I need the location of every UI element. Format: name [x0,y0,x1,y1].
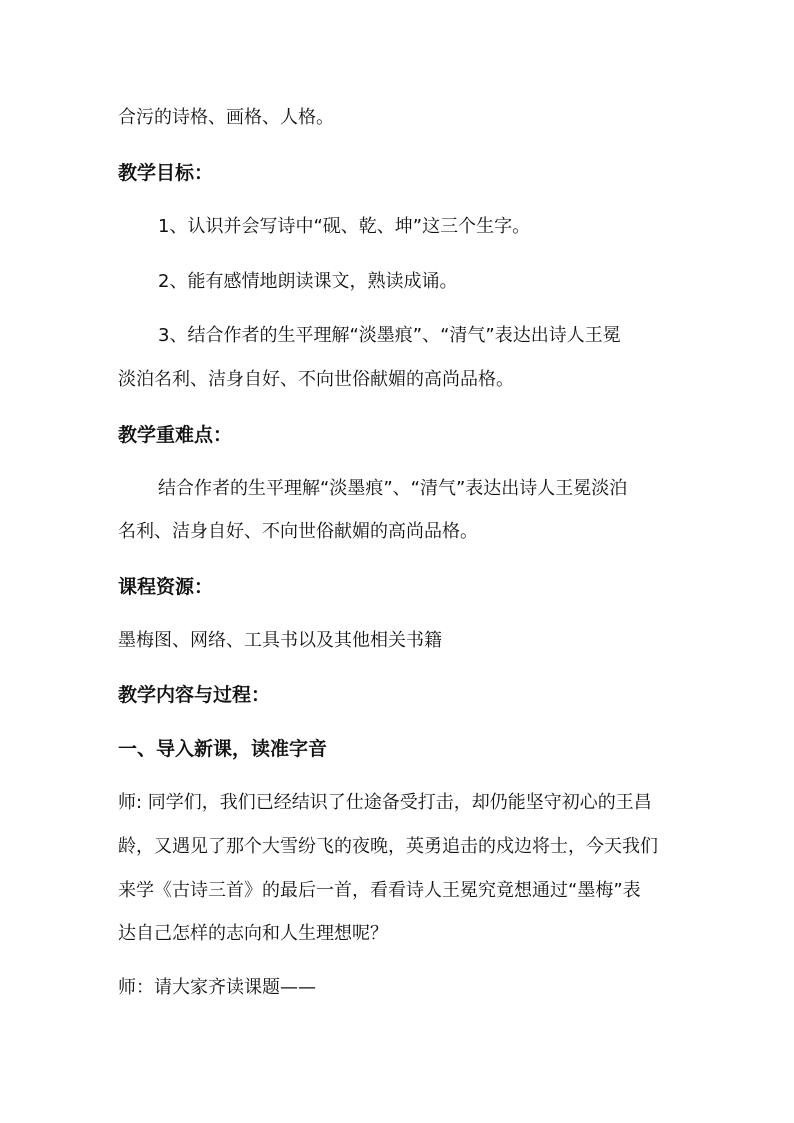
key-points-line-1: 结合作者的生平理解“淡墨痕”、“清气”表达出诗人王冕淡泊 [158,478,628,499]
key-points-line-2: 名利、洁身自好、不向世俗献媚的高尚品格。 [118,521,478,542]
objective-item-3-line-2: 淡泊名利、洁身自好、不向世俗献媚的高尚品格。 [118,369,514,390]
process-heading: 教学内容与过程： [118,684,271,706]
objective-item-3-line-1: 3、结合作者的生平理解“淡墨痕”、“清气”表达出诗人王冕 [158,325,621,346]
resources-heading: 课程资源： [118,576,214,598]
teacher-para-line-1: 师: 同学们，我们已经结识了仕途备受打击，却仍能坚守初心的王昌 [118,792,652,813]
objectives-heading: 教学目标： [118,162,214,184]
teacher-para-line-2: 龄，又遇见了那个大雪纷飞的夜晚，英勇追击的戍边将士，今天我们 [118,836,658,857]
key-points-heading: 教学重难点： [118,424,233,446]
teacher-prompt: 师：请大家齐读课题—— [118,977,316,998]
objective-item-2: 2、能有感情地朗读课文，熟读成诵。 [158,271,458,292]
resources-text: 墨梅图、网络、工具书以及其他相关书籍 [118,630,442,651]
intro-tail-text: 合污的诗格、画格、人格。 [118,107,334,128]
section-1-heading: 一、导入新课，读准字音 [118,738,328,760]
objective-item-1: 1、认识并会写诗中“砚、乾、坤”这三个生字。 [158,216,531,237]
teacher-para-line-3: 来学《古诗三首》的最后一首，看看诗人王冕究竟想通过“墨梅”表 [118,880,641,901]
teacher-para-line-4: 达自己怎样的志向和人生理想呢？ [118,923,388,944]
